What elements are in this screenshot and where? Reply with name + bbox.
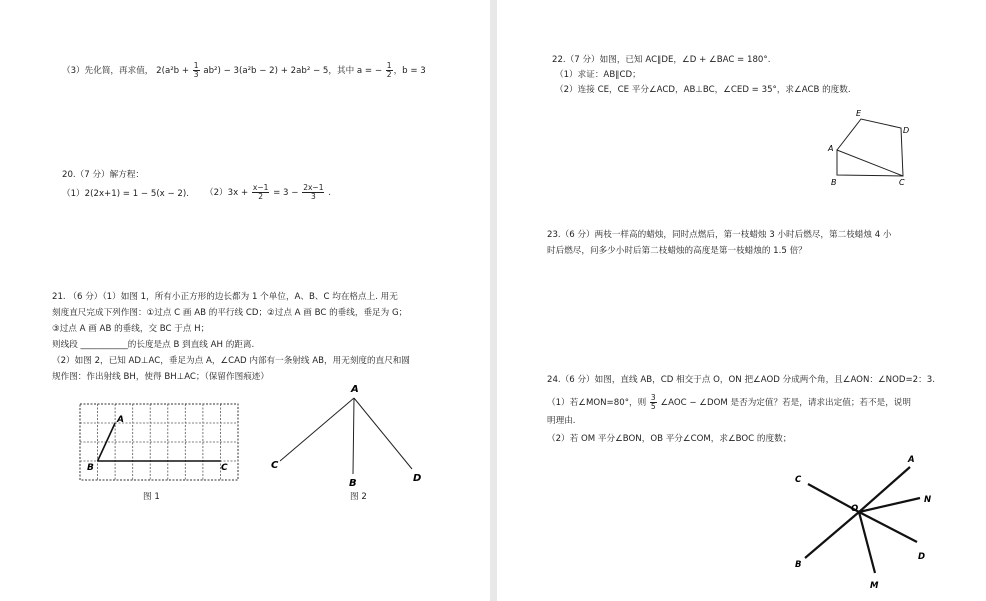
q22-figure	[827, 104, 917, 190]
q24-line4: （2）若 OM 平分∠BON，OB 平分∠COM，求∠BOC 的度数；	[547, 434, 792, 444]
fig1-label-c: C	[221, 463, 228, 473]
q24-line2: （1）若∠MON=80°，则 $\frac{3}{5}$ ∠AOC − ∠DOM 是否为定值？若是，请求出定值；若不是，说明	[547, 393, 911, 411]
q22-label-c: C	[899, 178, 905, 187]
fig2-label-b: B	[349, 478, 357, 488]
fig2-label-d: D	[413, 473, 422, 484]
q23-line2: 时后燃尽，问多少小时后第二枝蜡烛的高度是第一枝蜡烛的 1.5 倍？	[547, 246, 807, 256]
q24-label-n: N	[924, 495, 932, 505]
q24-label-c: C	[795, 475, 802, 485]
fig2-caption: 图 2	[350, 492, 367, 502]
q24-figure	[787, 448, 947, 598]
q21-line2: 刻度直尺完成下列作图：①过点 C 画 AB 的平行线 CD；②过点 A 画 BC 的垂线，垂足为 G；	[52, 308, 408, 318]
q22-title: 22.（7 分）如图，已知 AC∥DE，∠D + ∠BAC = 180°.	[552, 55, 771, 65]
q22-part2: （2）连接 CE，CE 平分∠ACD，AB⊥BC，∠CED = 35°，求∠ACB 的度数.	[555, 85, 851, 95]
q21-line1: 21. （6 分）（1）如图 1，所有小正方形的边长都为 1 个单位，A、B、C 均在格点上. 用无	[52, 292, 398, 302]
q21-line4: 则线段 ___________的长度是点 B 到直线 AH 的距离.	[52, 340, 255, 350]
q23-line1: 23.（6 分）两枝一样高的蜡烛，同时点燃后，第一枝蜡烛 3 小时后燃尽，第二枝蜡烛 4 小	[547, 230, 892, 240]
q24-label-b: B	[795, 560, 802, 570]
q24-label-m: M	[870, 581, 879, 591]
q21-figure1-grid	[75, 400, 245, 488]
q19-fraction: $\frac{1}{3}$	[193, 61, 199, 79]
q24-label-d: D	[918, 552, 926, 562]
q21-line6: 规作图：作出射线 BH，使得 BH⊥AC；（保留作图痕迹）	[52, 372, 269, 382]
fig1-caption: 图 1	[143, 492, 160, 502]
q24-line1: 24.（6 分）如图，直线 AB，CD 相交于点 O，ON 把∠AOD 分成两个角，且∠AON：∠NOD=2：3.	[547, 375, 935, 385]
q20-part2: （2）3x + $\frac{x-1}{2}$ = 3 − $\frac{2x-1}{3}$ .	[205, 183, 331, 201]
exam-page-left	[0, 0, 490, 601]
q24-line3: 明理由.	[547, 416, 576, 426]
q22-part1: （1）求证：AB∥CD；	[555, 70, 641, 80]
fig1-label-a: A	[117, 415, 124, 425]
q20-title: 20.（7 分）解方程：	[62, 170, 145, 180]
q21-figure2-rays	[265, 378, 435, 488]
q21-line3: ③过点 A 画 AB 的垂线，交 BC 于点 H；	[52, 324, 210, 334]
q19-part3: （3）先化简，再求值， 2(a²b + $\frac{1}{3}$ ab²) − 3(a²b − 2) + 2ab² − 5，其中 a = − $\frac{1}{2}$ ，b = 3	[62, 61, 426, 79]
q19-cond-fraction: $\frac{1}{2}$	[386, 61, 392, 79]
q24-label-o: O	[851, 504, 859, 514]
q22-label-a: A	[828, 144, 834, 153]
q24-label-a: A	[908, 455, 915, 465]
q22-label-d: D	[903, 126, 910, 135]
fig2-label-a: A	[351, 384, 359, 395]
q21-line5: （2）如图 2，已知 AD⊥AC，垂足为点 A，∠CAD 内部有一条射线 AB，用无刻度的直尺和圆	[52, 356, 410, 366]
q22-label-e: E	[856, 109, 862, 118]
fig1-label-b: B	[87, 463, 94, 473]
exam-page-right	[497, 0, 986, 601]
fig2-label-c: C	[271, 460, 279, 471]
q20-part1: （1）2(2x+1) = 1 − 5(x − 2).	[62, 189, 189, 199]
q22-label-b: B	[831, 178, 837, 187]
